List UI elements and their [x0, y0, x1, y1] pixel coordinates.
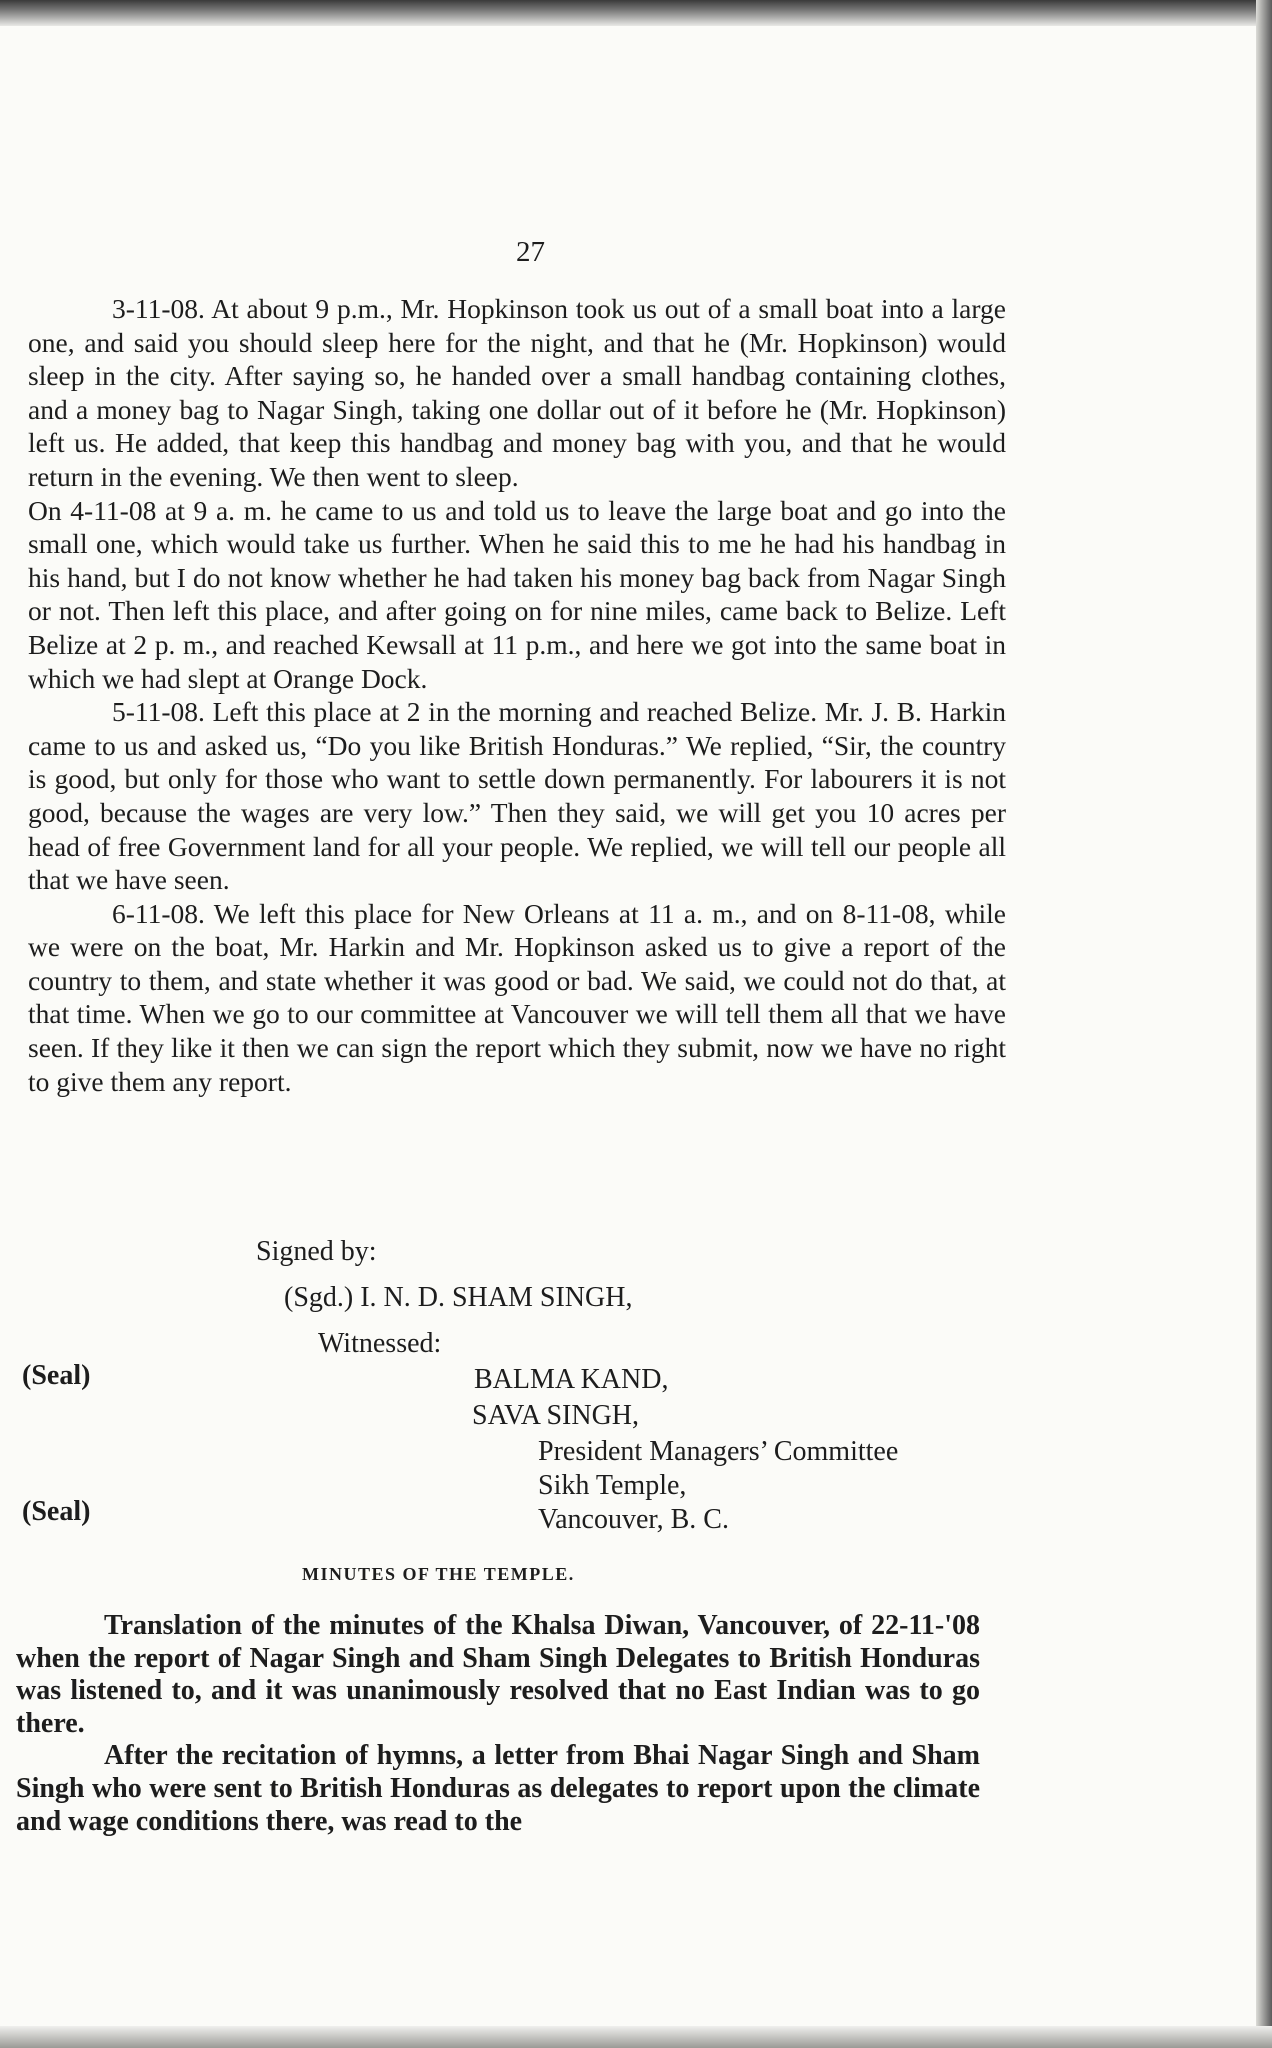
body-text	[28, 292, 1006, 1098]
signed-by-label: Signed by:	[256, 1236, 377, 1267]
scan-top-edge	[0, 0, 1272, 26]
scan-bottom-edge	[0, 2026, 1272, 2048]
minutes-paragraph: After the recitation of hymns, a letter from Bhai Nagar Singh and Sham Singh who were sent to British Honduras as delegates to report upon the climate and wage conditions there, was read to the	[16, 1740, 980, 1837]
page-number: 27	[516, 236, 545, 268]
witnessed-label: Witnessed:	[318, 1328, 442, 1359]
scan-right-edge	[1256, 0, 1272, 2048]
witness-balma-kand: BALMA KAND,	[474, 1364, 669, 1395]
minutes-text	[16, 1610, 980, 1838]
paragraph-4-11-08: On 4-11-08 at 9 a. m. he came to us and told us to leave the large boat and go into the small one, which would take us further. When he said this to me he had his handbag in his hand, but I do not know whether he had taken his money bag back from Nagar Singh or not. Then left this place, and after going on for nine miles, came back to Belize. Left Belize at 2 p. m., and reached Kewsall at 11 p.m., and here we got into the same boat in which we had slept at Orange Dock.	[28, 494, 1006, 694]
temple-name: Sikh Temple,	[538, 1470, 687, 1501]
seal-mark: (Seal)	[22, 1496, 91, 1527]
witness-sava-singh: SAVA SINGH,	[472, 1400, 640, 1431]
signatory-sham-singh: (Sgd.) I. N. D. SHAM SINGH,	[284, 1282, 633, 1313]
seal-mark: (Seal)	[22, 1360, 91, 1391]
paragraph-6-11-08: 6-11-08. We left this place for New Orleans at 11 a. m., and on 8-11-08, while we were on the boat, Mr. Harkin and Mr. Hopkinson asked us to give a report of the country to them, and state whether it was good or bad. We said, we could not do that, at that time. When we go to our committee at Vancouver we will tell them all that we have seen. If they like it then we can sign the report which they submit, now we have no right to give them any report.	[28, 897, 1006, 1097]
temple-location: Vancouver, B. C.	[538, 1504, 729, 1535]
minutes-paragraph: Translation of the minutes of the Khalsa Diwan, Vancouver, of 22-11-'08 when the report of Nagar Singh and Sham Singh Delegates to British Honduras was listened to, and it was unanimously resolved that no East Indian was to go there.	[16, 1610, 980, 1739]
paragraph-3-11-08: 3-11-08. At about 9 p.m., Mr. Hopkinson took us out of a small boat into a large one, and said you should sleep here for the night, and that he (Mr. Hopkinson) would sleep in the city. After saying so, he handed over a small handbag containing clothes, and a money bag to Nagar Singh, taking one dollar out of it before he (Mr. Hopkinson) left us. He added, that keep this handbag and money bag with you, and that he would return in the evening. We then went to sleep.	[28, 293, 1006, 492]
paragraph-5-11-08: 5-11-08. Left this place at 2 in the morning and reached Belize. Mr. J. B. Harkin came to us and asked us, “Do you like British Honduras.” We replied, “Sir, the country is good, but only for those who want to settle down permanently. For labourers it is not good, because the wages are very low.” Then they said, we will get you 10 acres per head of free Government land for all your people. We replied, we will tell our people all that we have seen.	[28, 696, 1006, 896]
committee-title: President Managers’ Committee	[538, 1436, 899, 1467]
minutes-heading: MINUTES OF THE TEMPLE.	[302, 1564, 575, 1584]
